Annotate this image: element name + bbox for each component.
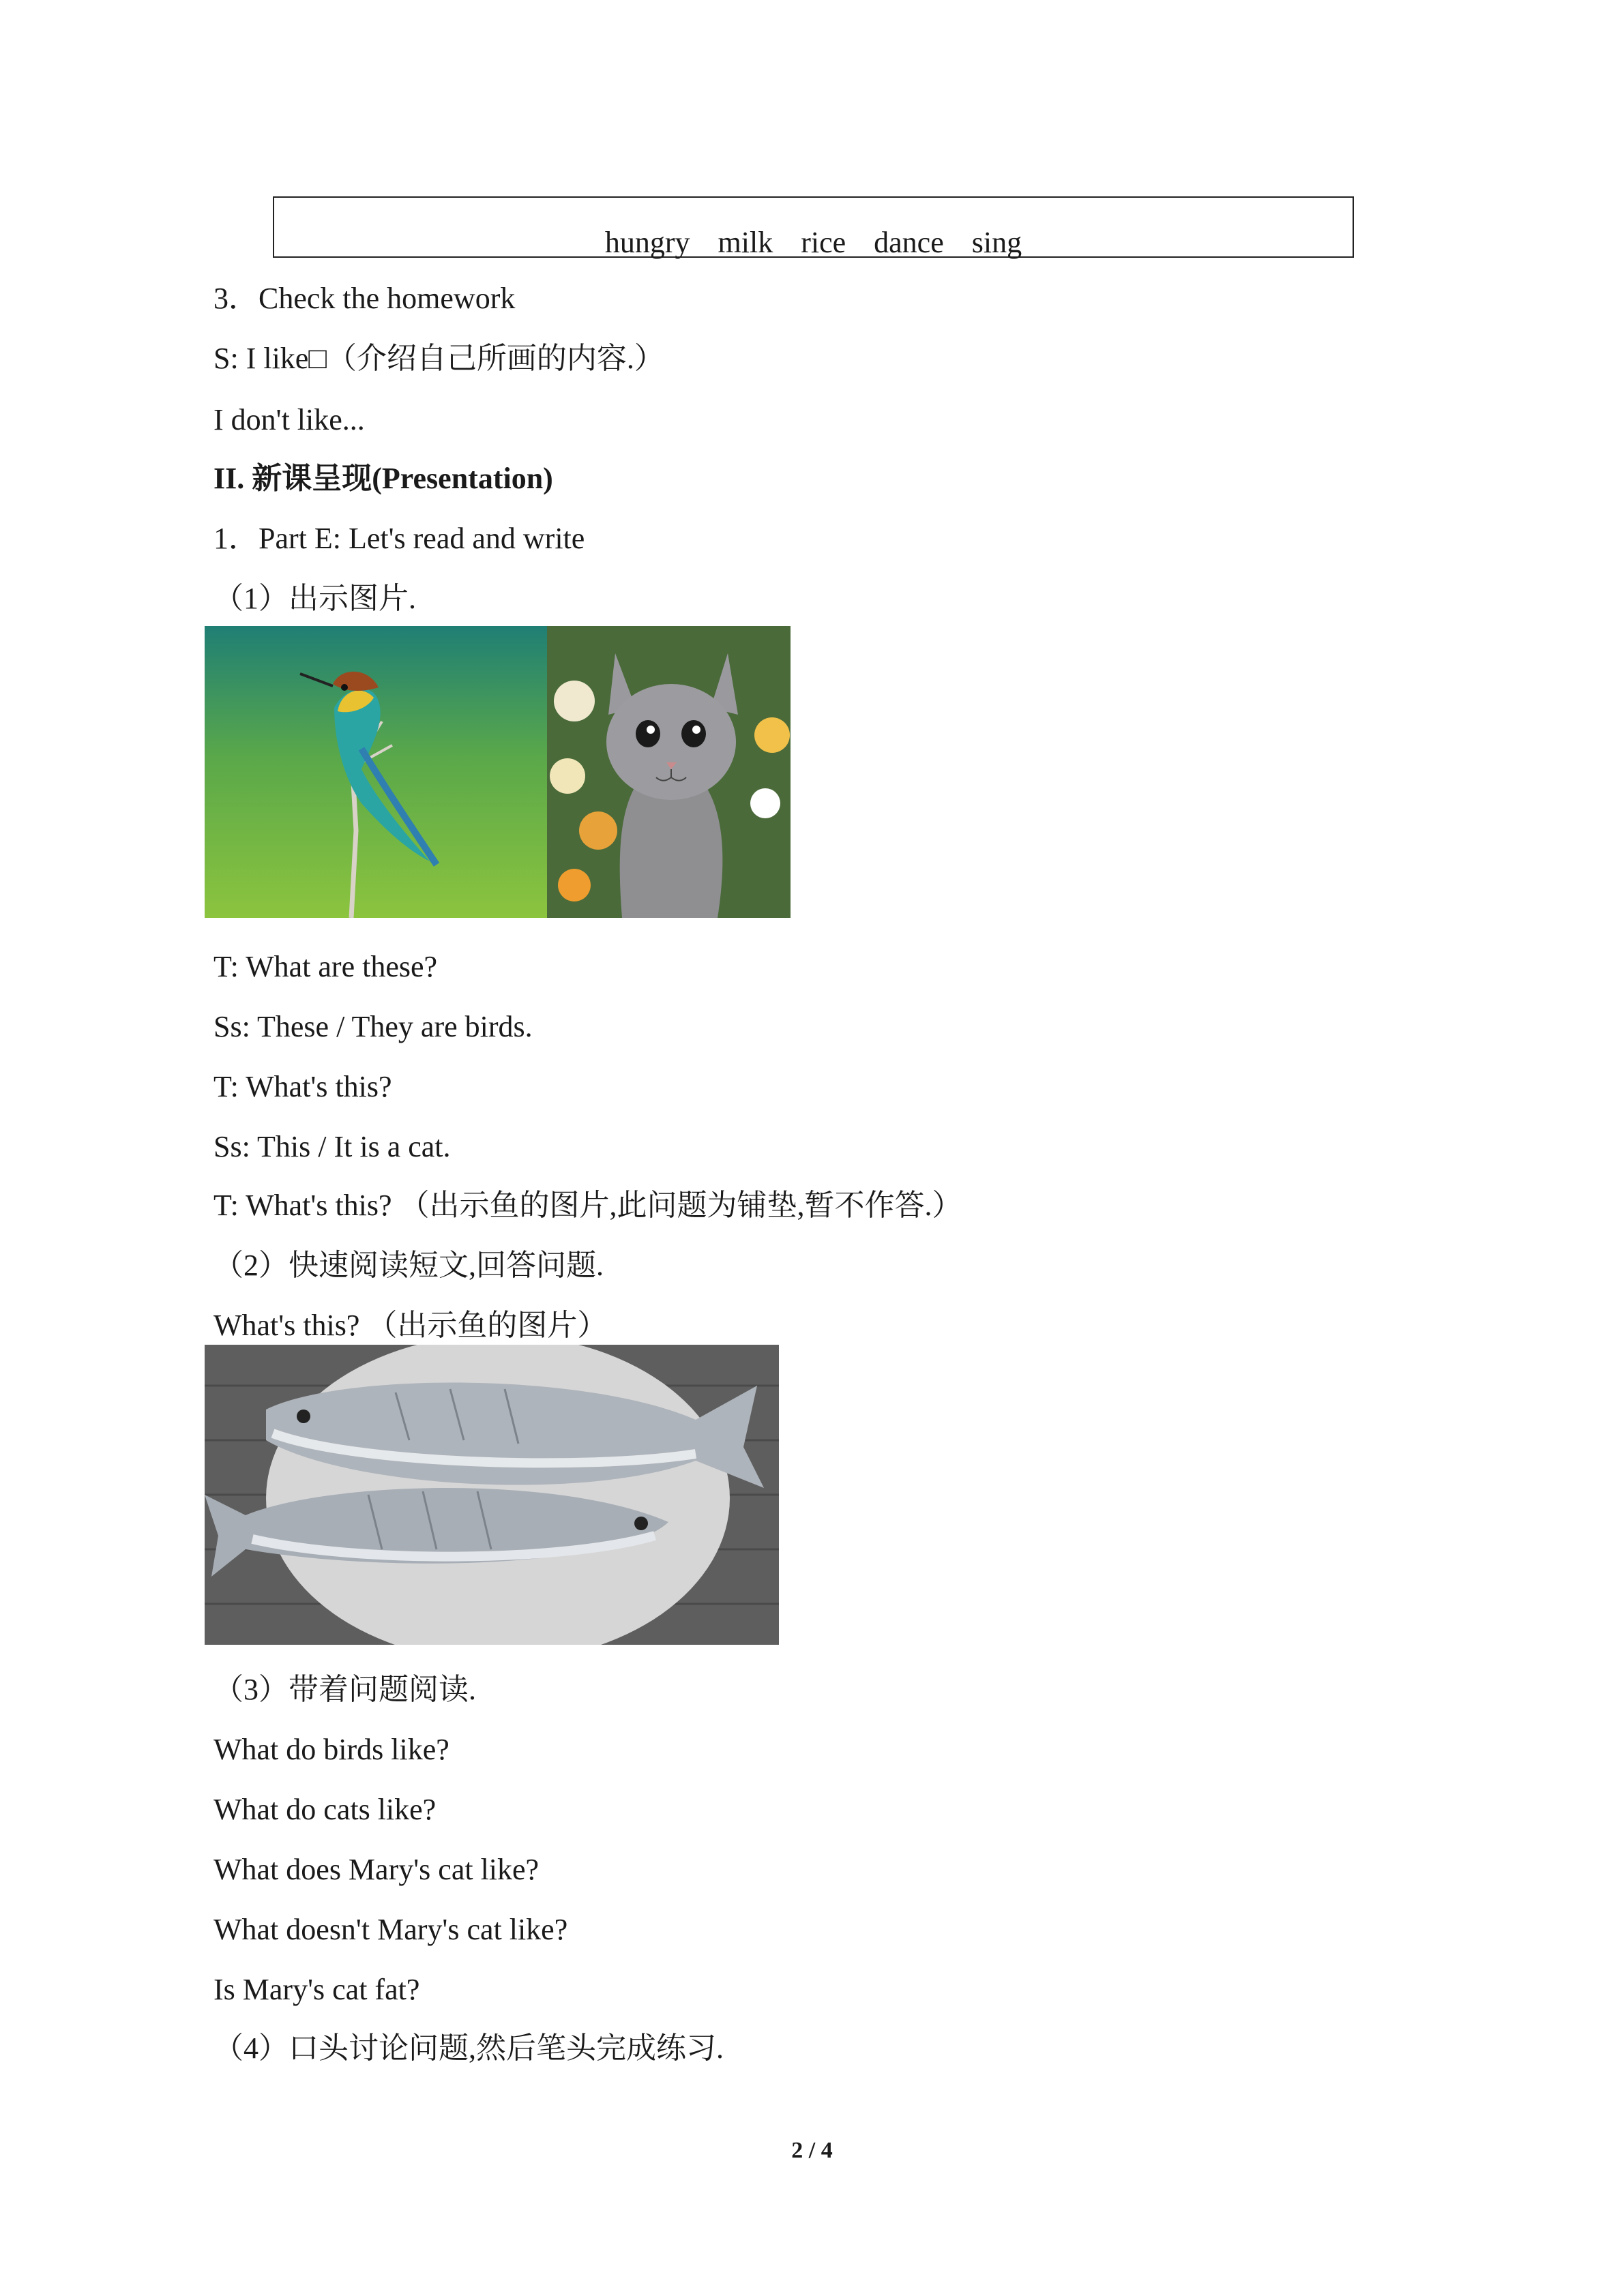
step-show-pictures: （1）出示图片. — [213, 582, 416, 615]
students-answer-cat: Ss: This / It is a cat. — [213, 1130, 451, 1163]
question-marys-cat-like: What does Mary's cat like? — [213, 1853, 540, 1886]
fish-photo — [205, 1345, 779, 1645]
page-number: 2 / 4 — [791, 2138, 833, 2163]
question-cats-like: What do cats like? — [213, 1793, 437, 1826]
question-marys-cat-not-like: What doesn't Mary's cat like? — [213, 1913, 568, 1946]
question-marys-cat-fat: Is Mary's cat fat? — [213, 1973, 420, 2006]
vocabulary-words: hungry milk rice dance sing — [604, 226, 1022, 259]
step-check-homework: 3．Check the homework — [213, 282, 516, 315]
part-e-heading: 1．Part E: Let's read and write — [213, 522, 585, 555]
question-birds-like: What do birds like? — [213, 1733, 449, 1766]
question-whats-this-fish: What's this? （出示鱼的图片） — [213, 1309, 608, 1342]
bird-photo — [205, 626, 547, 918]
students-answer-birds: Ss: These / They are birds. — [213, 1010, 533, 1043]
student-i-like: S: I like□（介绍自己所画的内容.） — [213, 342, 664, 375]
step-fast-reading: （2）快速阅读短文,回答问题. — [213, 1249, 604, 1282]
student-i-dont-like: I don't like... — [213, 403, 365, 436]
cat-photo — [547, 626, 791, 918]
step-discuss-and-write: （4）口头讨论问题,然后笔头完成练习. — [213, 2031, 724, 2065]
teacher-question-these: T: What are these? — [213, 950, 438, 983]
teacher-question-fish: T: What's this? （出示鱼的图片,此问题为铺垫,暂不作答.） — [213, 1189, 962, 1222]
teacher-question-this: T: What's this? — [213, 1070, 392, 1103]
vocabulary-box — [273, 196, 1354, 258]
section-heading-presentation: II. 新课呈现(Presentation) — [213, 462, 553, 495]
step-read-with-questions: （3）带着问题阅读. — [213, 1673, 476, 1706]
